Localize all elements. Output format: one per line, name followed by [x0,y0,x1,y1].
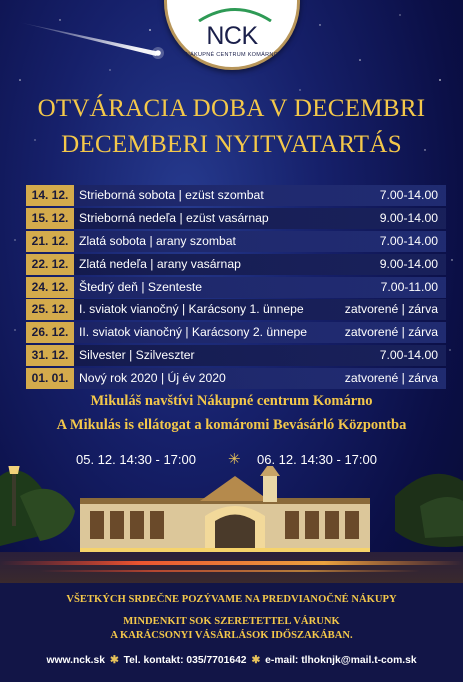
contact-line [0,654,463,666]
schedule-row [26,185,446,206]
schedule-row [26,345,446,366]
schedule-hours: 9.00-14.00 [379,256,438,271]
schedule-row [26,231,446,252]
schedule-day: Štedrý deň | Szenteste [74,277,446,298]
schedule-row [26,299,446,320]
schedule-hours: zatvorené | zárva [344,325,438,340]
schedule-date: 15. 12. [26,208,74,229]
schedule-hours: 7.00-14.00 [379,188,438,202]
schedule-row [26,277,446,298]
schedule-row [26,322,446,343]
schedule-day: Zlatá sobota | arany szombat [74,231,446,252]
email-link[interactable]: e-mail: tlhoknjk@mail.t-com.sk [265,655,417,666]
schedule-date: 31. 12. [26,345,74,366]
opening-hours-table [26,185,446,391]
schedule-hours: zatvorené | zárva [344,371,438,386]
invite-hungarian-2: A KARÁCSONYI VÁSÁRLÁSOK IDŐSZAKÁBAN. [110,630,353,641]
schedule-date: 14. 12. [26,185,74,206]
schedule-date: 26. 12. [26,322,74,343]
shooting-star-icon [18,22,160,56]
schedule-hours: 7.00-11.00 [380,279,438,294]
phone-contact[interactable]: Tel. kontakt: 035/7701642 [123,655,247,666]
mikulas-time-2: 06. 12. 14:30 - 17:00 [257,452,377,467]
schedule-day: II. sviatok vianočný | Karácsony 2. ünnepe [74,322,446,343]
logo-subtitle: NÁKUPNÉ CENTRUM KOMÁRNO [185,52,279,58]
invite-slovak: VŠETKÝCH SRDEČNE POZÝVAME NA PREDVIANOČNÉ NÁKUPY [66,594,397,605]
logo-arch-icon [195,6,275,22]
title-hungarian: DECEMBERI NYITVATARTÁS [61,131,402,158]
star-separator-icon: ✱ [110,655,119,666]
mikulas-hungarian: A Mikulás is ellátogat a komáromi Bevásárló Központba [56,417,407,433]
star-separator-icon: ✱ [251,655,261,666]
mikulas-time-1: 05. 12. 14:30 - 17:00 [76,452,196,467]
schedule-row [26,208,446,229]
schedule-date: 24. 12. [26,277,74,298]
schedule-date: 01. 01. [26,368,74,389]
schedule-hours: 7.00-14.00 [379,233,438,248]
schedule-row [26,368,446,389]
invite-hungarian-1: MINDENKIT SOK SZERETETTEL VÁRUNK [123,616,340,627]
snowflake-star-icon: ✳ [228,451,241,468]
schedule-day: I. sviatok vianočný | Karácsony 1. ünnepe [74,299,446,320]
schedule-day: Strieborná nedeľa | ezüst vasárnap [74,208,446,229]
schedule-day: Silvester | Szilveszter [74,345,446,366]
schedule-day: Nový rok 2020 | Új év 2020 [74,368,446,389]
schedule-row [26,254,446,275]
logo-text: NCK [206,22,258,50]
website-link[interactable]: www.nck.sk [46,655,106,666]
schedule-day: Zlatá nedeľa | arany vasárnap [74,254,446,275]
mikulas-slovak: Mikuláš navštívi Nákupné centrum Komárno [90,393,373,409]
schedule-date: 21. 12. [26,231,74,252]
shopping-center-photo [0,466,463,586]
schedule-date: 25. 12. [26,299,74,320]
schedule-hours: 9.00-14.00 [379,210,438,225]
schedule-hours: 7.00-14.00 [379,348,438,363]
schedule-date: 22. 12. [26,254,74,275]
title-slovak: OTVÁRACIA DOBA V DECEMBRI [37,95,426,122]
schedule-hours: zatvorené | zárva [344,302,438,317]
schedule-day: Strieborná sobota | ezüst szombat [74,185,446,206]
